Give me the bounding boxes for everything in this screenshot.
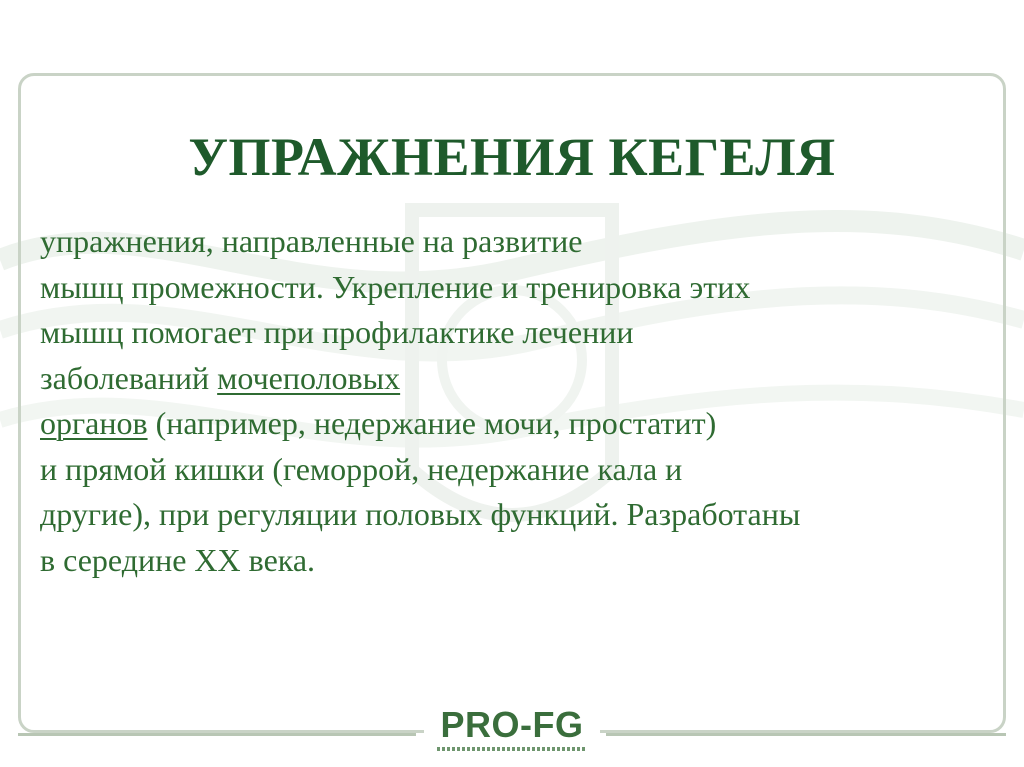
body-text: другие), при регуляции половых функций. Разработаны [40, 496, 801, 532]
body-text: мышц промежности. Укрепление и тренировка этих [40, 268, 751, 305]
link-urogenital[interactable]: мочеполовых [217, 359, 401, 396]
body-text: и прямой кишки (геморрой, недержание кала и [40, 450, 683, 487]
footer [0, 705, 1024, 755]
body-line [40, 492, 1000, 538]
body-paragraph [40, 219, 1000, 583]
logo-tagline-graphic [437, 747, 587, 751]
body-line [40, 401, 1000, 447]
body-text: мышц помогает при профилактике лечении [40, 314, 634, 350]
body-line [40, 538, 1000, 584]
body-line [40, 219, 1000, 265]
logo-text: PRO-FG [440, 704, 584, 745]
body-text: в середине XX века. [40, 541, 316, 578]
body-line [40, 265, 1000, 311]
pro-fg-logo [424, 705, 600, 755]
body-text: упражнения, направленные на развитие [40, 223, 583, 259]
footer-divider-right [606, 733, 1006, 736]
body-text: (например, недержание мочи, простатит) [147, 405, 717, 441]
footer-divider-left [18, 733, 416, 736]
slide-title: УПРАЖНЕНИЯ КЕГЕЛЯ [188, 127, 836, 187]
body-line [40, 447, 1000, 493]
link-organs[interactable]: органов [40, 405, 148, 441]
body-text: заболеваний [40, 359, 218, 396]
body-line [40, 356, 1000, 402]
body-line [40, 310, 1000, 356]
